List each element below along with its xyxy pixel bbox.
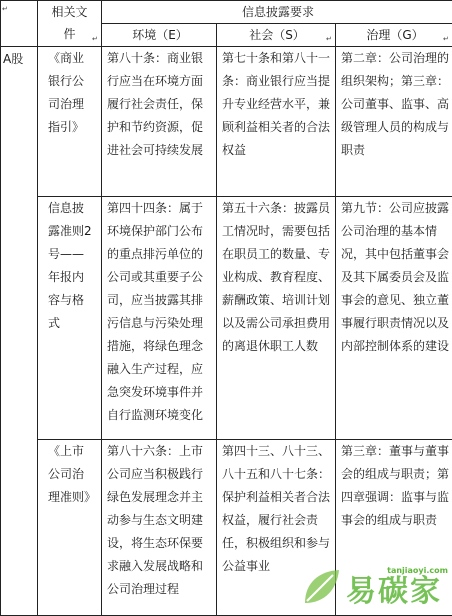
market-label: A股	[1, 47, 38, 616]
paragraph-mark: ↵	[92, 36, 98, 43]
paragraph-mark: ↵	[2, 6, 8, 13]
row-1-environment: 第八十条：商业银行应当在环境方面履行社会责任，保护和节约资源，促进社会可持续发展	[102, 47, 217, 197]
header-disclosure-requirements: 信息披露要求	[102, 1, 452, 24]
header-social: 社会（S）	[217, 24, 336, 47]
row-3-social: 第四十三、八十三、八十五和八十七条：保护利益相关者合法权益，履行社会责任，积极组织和参与公益事业	[217, 440, 336, 616]
row-1-governance: 第二章：公司治理的组织架构；第三章：公司董事、监事、高级管理人员的构成与职责	[336, 47, 452, 197]
header-governance: 治理（G）	[336, 24, 452, 47]
paragraph-mark: ↵	[326, 36, 332, 43]
table-row	[1, 47, 452, 197]
table-row	[1, 197, 452, 440]
row-2-governance: 第九节：公司应披露公司治理的基本情况，其中包括董事会及其下属委员会及监事会的意见、独立董事履行职责情况以及内部控制体系的建设	[336, 197, 452, 440]
row-1-social: 第七十条和第八十一条：商业银行应当提升专业经营水平，兼顾利益相关者的合法权益	[217, 47, 336, 197]
table-row	[1, 440, 452, 616]
header-row-1	[1, 1, 452, 24]
row-2-document: 信息披露准则2号——年报内容与格式	[38, 197, 102, 440]
row-3-governance: 第三章：董事与董事会的组成与职责；第四章强调：监事与监事会的组成与职责	[336, 440, 452, 616]
watermark-url: tanjiaoyi.com	[387, 566, 448, 575]
row-3-document: 《上市公司治理准则》	[38, 440, 102, 616]
row-2-social: 第五十六条：披露员工情况时，需要包括在职员工的数量、专业构成、教育程度、薪酬政策、培训计划以及需公司承担费用的离退休职工人数	[217, 197, 336, 440]
paragraph-mark: ↵	[443, 36, 449, 43]
row-1-document: 《商业银行公司治理指引》	[38, 47, 102, 197]
row-3-environment: 第八十六条：上市公司应当积极践行绿色发展理念并主动参与生态文明建设，将生态环保要求融入发展战略和公司治理过程	[102, 440, 217, 616]
row-2-environment: 第四十四条：属于环境保护部门公布的重点排污单位的公司或其重要子公司，应当披露其排污信息与污染处理措施，将绿色理念融入生产过程，应急突发环境事件并自行监测环境变化	[102, 197, 217, 440]
header-environment: 环境（E）	[102, 24, 217, 47]
header-related-documents: 相关文件	[38, 1, 102, 47]
watermark-text: 易碳家	[346, 575, 442, 609]
